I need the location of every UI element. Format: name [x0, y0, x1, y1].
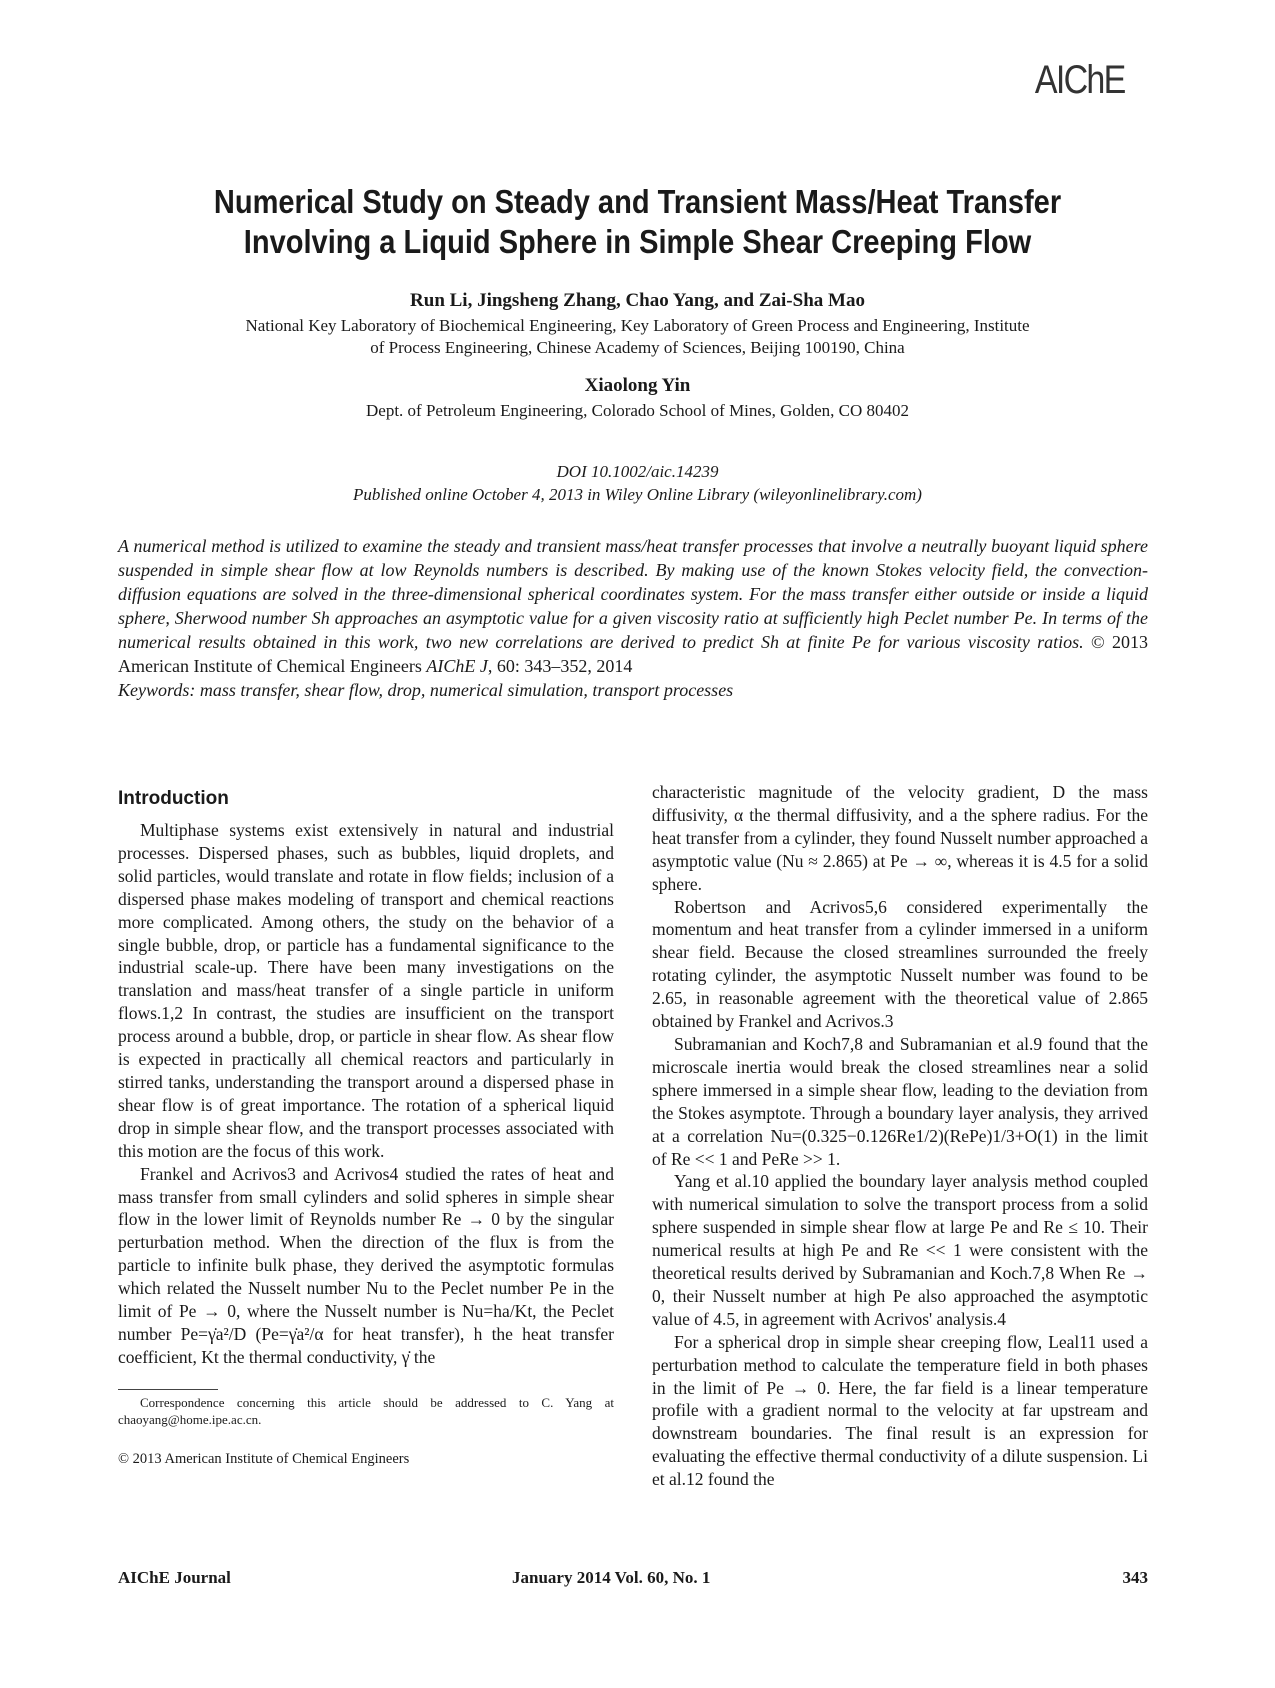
aiche-logo: AIChE: [1035, 58, 1125, 102]
correspondence-footnote: Correspondence concerning this article should be addressed to C. Yang at chaoyang@home.ipe.ac.cn.: [118, 1394, 614, 1427]
intro-paragraph-1: Multiphase systems exist extensively in natural and industrial processes. Dispersed phases, such as bubbles, liquid droplets, and solid particles, would translate and rotate in flow fields; inclusion of a dispersed phase makes modeling of transport and chemical reactions more complicated. Among others, the study on the behavior of a single bubble, drop, or particle has a fundamental significance to the industrial scale-up. There have been many investigations on the translation and mass/heat transfer of a single particle in uniform flows.1,2 In contrast, the studies are insufficient on the transport process around a bubble, drop, or particle in shear flow. As shear flow is expected in practically all chemical reactors and particularly in stirred tanks, understanding the transport around a dispersed phase in shear flow is of great importance. The rotation of a spherical liquid drop in simple shear flow, and the transport processes associated with this motion are the focus of this work.: [118, 820, 614, 1161]
column-right: [652, 781, 1148, 1491]
footer-issue: January 2014 Vol. 60, No. 1: [512, 1568, 711, 1587]
col2-paragraph-2: Robertson and Acrivos5,6 considered experimentally the momentum and heat transfer from a cylinder immersed in a uniform shear field. Because the closed streamlines surrounded the freely rotating cylinder, the asymptotic Nusselt number was found to be 2.65, in reasonable agreement with the theoretical value of 2.865 obtained by Frankel and Acrivos.3: [652, 896, 1148, 1032]
author-list: Run Li, Jingsheng Zhang, Chao Yang, and Zai-Sha Mao: [410, 290, 865, 311]
publication-info: Published online October 4, 2013 in Wiley Online Library (wileyonlinelibrary.com): [353, 485, 922, 504]
title-line-1: Numerical Study on Steady and Transient Mass/Heat Transfer: [213, 183, 1062, 220]
footer-journal: AIChE Journal: [118, 1568, 231, 1587]
col2-paragraph-5: For a spherical drop in simple shear creeping flow, Leal11 used a perturbation method to calculate the temperature field in both phases in the limit of Pe → 0. Here, the far field is a linear temperature profile with a gradient normal to the velocity at far upstream and downstream boundaries. The final result is an expression for evaluating the effective thermal conductivity of a dilute suspension. Li et al.12 found the: [652, 1331, 1148, 1490]
abstract-copyright: © 2013 American Institute of Chemical Engineers: [118, 632, 1148, 676]
title-line-2: Involving a Liquid Sphere in Simple Shear Creeping Flow: [243, 223, 1032, 260]
doi-link[interactable]: DOI 10.1002/aic.14239: [556, 462, 719, 481]
intro-paragraph-2: Frankel and Acrivos3 and Acrivos4 studied the rates of heat and mass transfer from small cylinders and solid spheres in simple shear flow in the lower limit of Reynolds number Re → 0 by the singular perturbation method. When the direction of the flux is from the particle to infinite bulk phase, they derived the asymptotic formulas which related the Nusselt number Nu to the Peclet number Pe in the limit of Pe → 0, where the Nusselt number is Nu=ha/Kt, the Peclet number Pe=γ̇a²/D (Pe=γ̇a²/α for heat transfer), h the heat transfer coefficient, Kt the thermal conductivity, γ̇ the: [118, 1163, 614, 1367]
keywords: Keywords: mass transfer, shear flow, drop, numerical simulation, transport processes: [118, 680, 734, 700]
abstract: [118, 534, 1148, 702]
affiliation-second: Dept. of Petroleum Engineering, Colorado School of Mines, Golden, CO 80402: [366, 401, 909, 420]
col2-paragraph-1: characteristic magnitude of the velocity gradient, D the mass diffusivity, α the thermal diffusivity, and a the sphere radius. For the heat transfer from a cylinder, they found Nusselt number approached a asymptotic value (Nu ≈ 2.865) at Pe → ∞, whereas it is 4.5 for a solid sphere.: [652, 782, 1148, 894]
section-heading-introduction: Introduction: [118, 788, 229, 809]
article-title: [165, 182, 1111, 262]
column-left: [118, 787, 614, 1471]
page-number: 343: [1122, 1568, 1148, 1587]
affiliation-line-1: National Key Laboratory of Biochemical Engineering, Key Laboratory of Green Process and Engineering, Institute: [245, 316, 1030, 335]
col2-paragraph-4: Yang et al.10 applied the boundary layer analysis method coupled with numerical simulation to solve the transport process from a solid sphere suspended in simple shear flow at large Pe and Re ≤ 10. Their numerical results at high Pe and Re << 1 were consistent with the theoretical results derived by Subramanian and Koch.7,8 When Re → 0, their Nusselt number at high Pe also approached the asymptotic value of 4.5, in agreement with Acrivos' analysis.4: [652, 1171, 1148, 1329]
journal-ref-rest: , 60: 343–352, 2014: [487, 656, 633, 676]
abstract-text: A numerical method is utilized to examine the steady and transient mass/heat transfer processes that involve a neutrally buoyant liquid sphere suspended in simple shear flow at low Reynolds numbers is described. By making use of the known Stokes velocity field, the convection-diffusion equations are solved in the three-dimensional spherical coordinates system. For the mass transfer either outside or inside a liquid sphere, Sherwood number Sh approaches an asymptotic value for a given viscosity ratio at sufficiently high Peclet number Pe. In terms of the numerical results obtained in this work, two new correlations are derived to predict Sh at finite Pe for various viscosity ratios.: [118, 536, 1148, 652]
affiliation-line-2: of Process Engineering, Chinese Academy of Sciences, Beijing 100190, China: [370, 338, 905, 357]
journal-ref-abbrev: AIChE J: [426, 656, 488, 676]
author-second: Xiaolong Yin: [584, 375, 691, 396]
column-copyright: © 2013 American Institute of Chemical Engineers: [118, 1450, 410, 1467]
footnote-divider: [118, 1389, 218, 1390]
col2-paragraph-3: Subramanian and Koch7,8 and Subramanian et al.9 found that the microscale inertia would break the closed streamlines near a solid sphere immersed in a simple shear flow, leading to the deviation from the Stokes asymptote. Through a boundary layer analysis, they arrived at a correlation Nu=(0.325−0.126Re1/2)(RePe)1/3+O(1) in the limit of Re << 1 and PeRe >> 1.: [652, 1033, 1148, 1169]
